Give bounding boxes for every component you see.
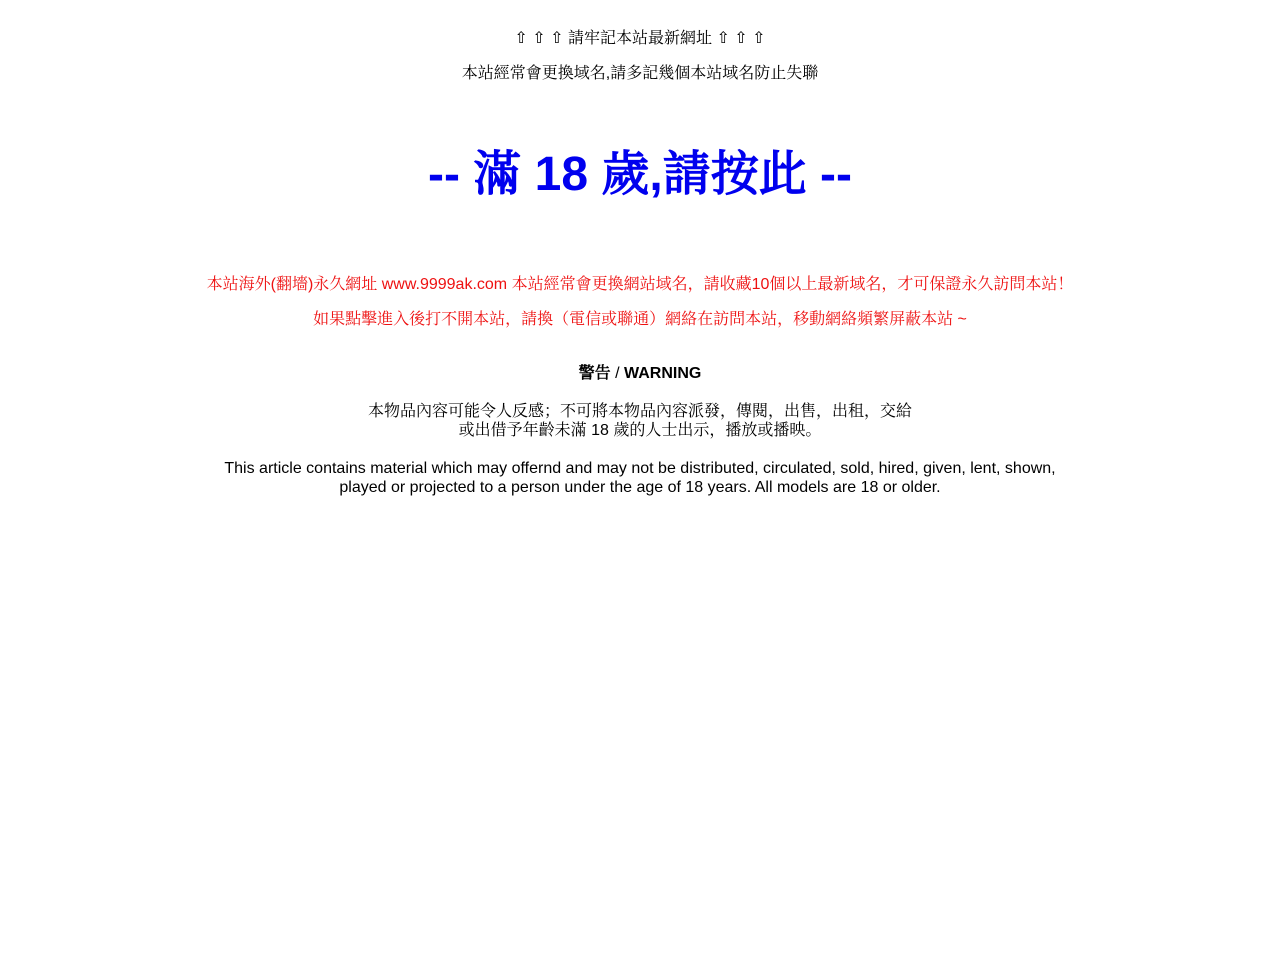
warning-cn-line-2: 或出借予年齡未滿 18 歲的人士出示，播放或播映。 [458,422,822,439]
warning-en-line-1: This article contains material which may offernd and may not be distributed, circulated, sold, hired, given, lent, shown, [224,460,1056,477]
top-notice [0,29,1280,49]
domain-change-notice: 本站經常會更換域名,請多記幾個本站域名防止失聯 [461,65,819,82]
permanent-url-notice: 本站海外(翻墻)永久網址 www.9999ak.com 本站經常會更換網站域名，請收藏10個以上最新域名，才可保證永久訪問本站！ [206,276,1074,293]
warning-text-chinese [0,402,1280,440]
warning-title [0,364,1280,384]
arrow-up-icon-group-right: ⇧ ⇧ ⇧ [716,30,766,47]
warning-cn-line-1: 本物品內容可能令人反感；不可將本物品內容派發，傳閱，出售，出租，交給 [367,403,912,420]
warning-title-separator: / [610,365,625,382]
warning-en-line-2: played or projected to a person under the age of 18 years. All models are 18 or older. [339,479,941,496]
network-switch-notice: 如果點擊進入後打不開本站，請換（電信或聯通）網絡在訪問本站，移動網絡頻繁屏蔽本站 ~ [313,311,967,328]
warning-text-english [0,459,1280,497]
arrow-up-icon-group-left: ⇧ ⇧ ⇧ [514,30,564,47]
warning-title-en: WARNING [624,365,702,382]
top-notice-text: 請牢記本站最新網址 [567,30,712,47]
warning-title-cn: 警告 [578,365,611,382]
enter-site-link[interactable]: -- 滿 18 歲,請按此 -- [427,148,852,201]
